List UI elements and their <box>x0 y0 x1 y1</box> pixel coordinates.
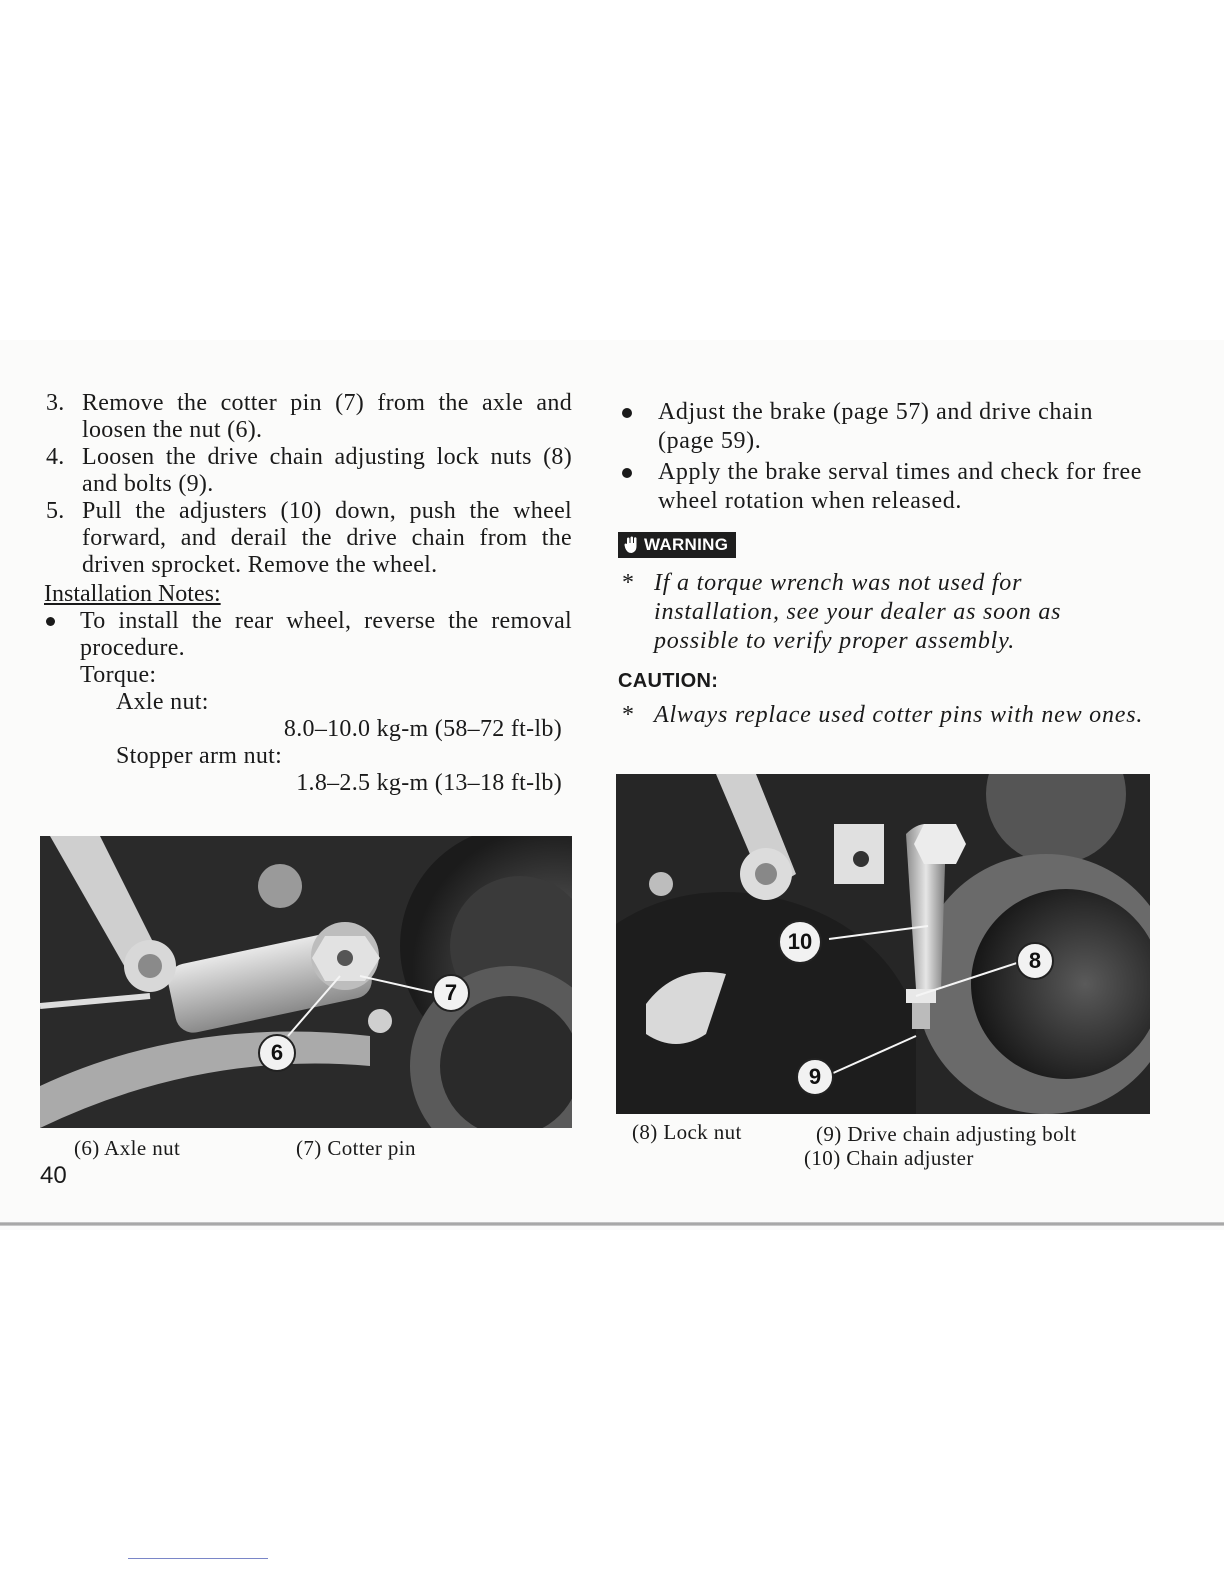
stopper-arm-label: Stopper arm nut: <box>116 743 283 769</box>
bullet-dot-icon <box>622 468 632 478</box>
caption-chain-adjuster: (10) Chain adjuster <box>804 1146 974 1170</box>
callout-6: 6 <box>258 1034 296 1072</box>
hand-warning-icon <box>624 536 640 554</box>
caution-text: Always replace used cotter pins with new ones. <box>654 702 1144 728</box>
bullet-text: To install the rear wheel, reverse the removal procedure. <box>80 608 572 661</box>
installation-notes-heading: Installation Notes: <box>44 581 221 607</box>
step-text: Pull the adjusters (10) down, push the wheel forward, and derail the drive chain from the driven sprocket. Remove the wheel. <box>82 498 572 578</box>
step-number: 3. <box>46 390 65 416</box>
bullet-text: Apply the brake serval times and check for free wheel rotation when released. <box>658 459 1143 514</box>
install-bullet <box>44 608 572 662</box>
right-column <box>618 398 1150 730</box>
stopper-arm-value: 1.8–2.5 kg-m (13–18 ft-lb) <box>296 770 562 796</box>
callout-8: 8 <box>1016 942 1054 980</box>
step-text: Loosen the drive chain adjusting lock nuts (8) and bolts (9). <box>82 444 572 497</box>
step-4 <box>44 444 572 498</box>
left-column <box>44 390 572 797</box>
caption-axle-nut: (6) Axle nut <box>74 1136 181 1160</box>
page-bottom-edge <box>0 1222 1224 1226</box>
callout-10: 10 <box>778 920 822 964</box>
rear-axle-photo <box>40 836 572 1128</box>
warning-note: * If a torque wrench was not used for installation, see your dealer as soon as possible to verify proper assembly. <box>622 570 1062 654</box>
warning-text: If a torque wrench was not used for installation, see your dealer as soon as possible to verify proper assembly. <box>654 570 1062 654</box>
callout-7: 7 <box>432 974 470 1012</box>
step-number: 5. <box>46 498 65 524</box>
warning-label: WARNING <box>644 535 729 554</box>
chain-adjuster-illustration <box>616 774 1150 1114</box>
rear-axle-illustration <box>40 836 572 1128</box>
bullet-dot-icon <box>622 408 632 418</box>
page-number: 40 <box>40 1162 67 1189</box>
apply-brake-bullet <box>618 458 1150 516</box>
footer-link-line <box>128 1558 268 1559</box>
warning-badge <box>618 532 736 558</box>
caution-note: * Always replace used cotter pins with new ones. <box>622 702 1144 728</box>
bullet-text: Adjust the brake (page 57) and drive chain (page 59). <box>658 399 1094 454</box>
caption-lock-nut: (8) Lock nut <box>632 1120 742 1144</box>
callout-9: 9 <box>796 1058 834 1096</box>
caution-label: CAUTION: <box>618 670 719 692</box>
axle-nut-label: Axle nut: <box>116 689 209 715</box>
step-5 <box>44 498 572 579</box>
torque-spec <box>44 662 572 797</box>
caption-cotter-pin: (7) Cotter pin <box>296 1136 416 1160</box>
step-number: 4. <box>46 444 65 470</box>
torque-label: Torque: <box>80 662 157 688</box>
adjust-bullet <box>618 398 1150 456</box>
caption-adjusting-bolt: (9) Drive chain adjusting bolt <box>816 1122 1077 1146</box>
step-3 <box>44 390 572 444</box>
step-text: Remove the cotter pin (7) from the axle and loosen the nut (6). <box>82 390 572 443</box>
bullet-dot-icon <box>46 617 55 626</box>
axle-nut-value: 8.0–10.0 kg-m (58–72 ft-lb) <box>283 716 562 742</box>
chain-adjuster-photo <box>616 774 1150 1114</box>
